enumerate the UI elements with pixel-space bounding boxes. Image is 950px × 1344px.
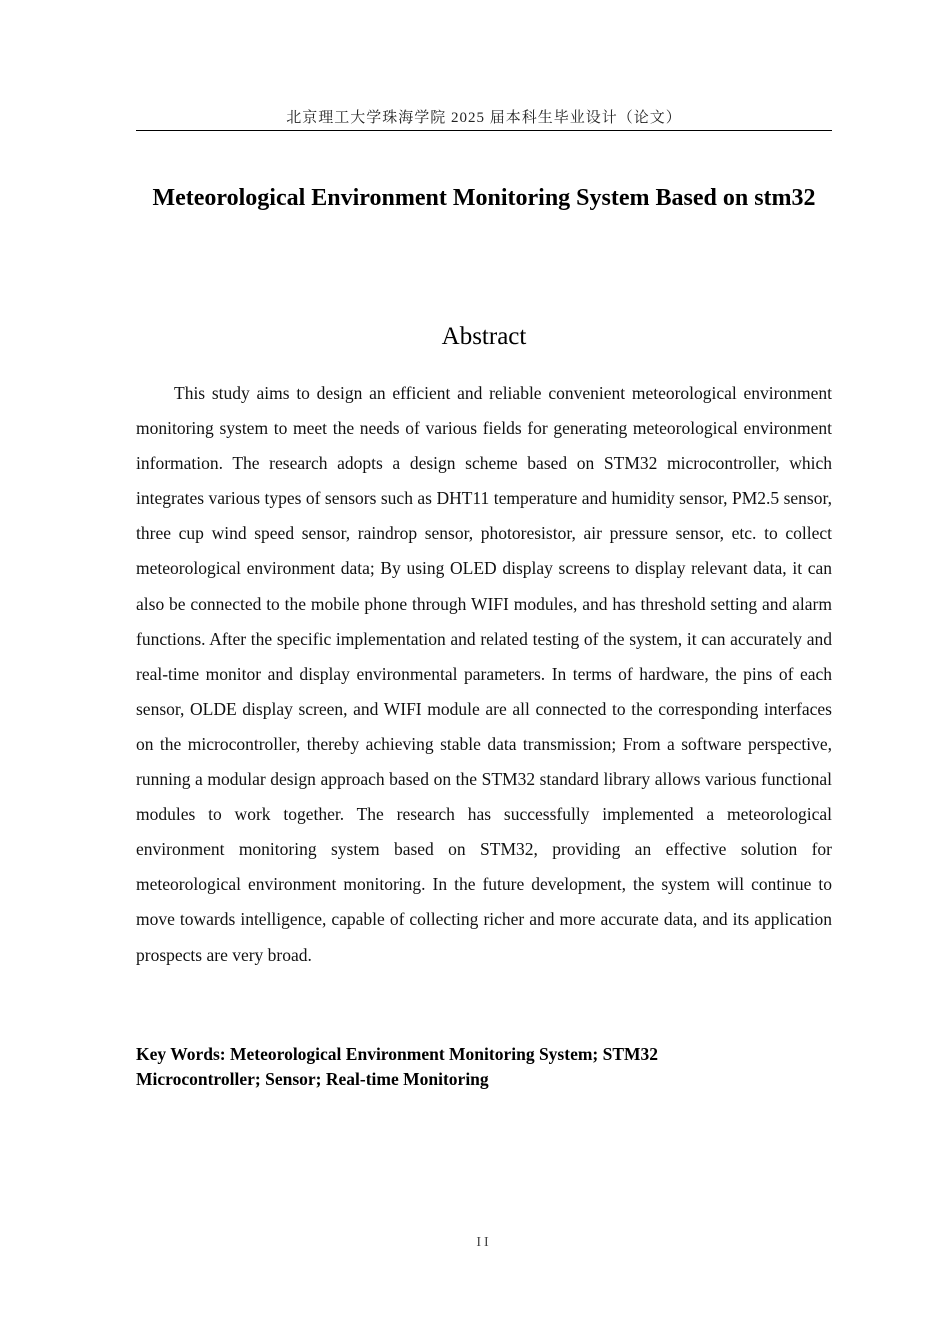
abstract-body: This study aims to design an efficient and reliable convenient meteorological environment monitoring system to meet the needs of various fields for generating meteorological environment information. The research adopts a design scheme based on STM32 microcontroller, which integrates various types of sensors such as DHT11 temperature and humidity sensor, PM2.5 sensor, three cup wind speed sensor, raindrop sensor, photoresistor, air pressure sensor, etc. to collect meteorological environment data; By using OLED display screens to display relevant data, it can also be connected to the mobile phone through WIFI modules, and has threshold setting and alarm functions. After the specific implementation and related testing of the system, it can accurately and real-time monitor and display environmental parameters. In terms of hardware, the pins of each sensor, OLDE display screen, and WIFI module are all connected to the corresponding interfaces on the microcontroller, thereby achieving stable data transmission; From a software perspective, running a modular design approach based on the STM32 standard library allows various functional modules to work together. The research has successfully implemented a meteorological environment monitoring system based on STM32, providing an effective solution for meteorological environment monitoring. In the future development, the system will continue to move towards intelligence, capable of collecting richer and more accurate data, and its application prospects are very broad. (136, 383, 832, 965)
running-header: 北京理工大学珠海学院 2025 届本科生毕业设计（论文） (286, 110, 682, 126)
paper-title: Meteorological Environment Monitoring System Based on stm32 (152, 185, 816, 211)
page-number: II (476, 1235, 492, 1250)
keywords: Key Words: Meteorological Environment Monitoring System; STM32 Microcontroller; Sensor; Real-time Monitoring (136, 1044, 659, 1089)
header-divider (136, 130, 832, 131)
abstract-heading: Abstract (441, 323, 527, 350)
